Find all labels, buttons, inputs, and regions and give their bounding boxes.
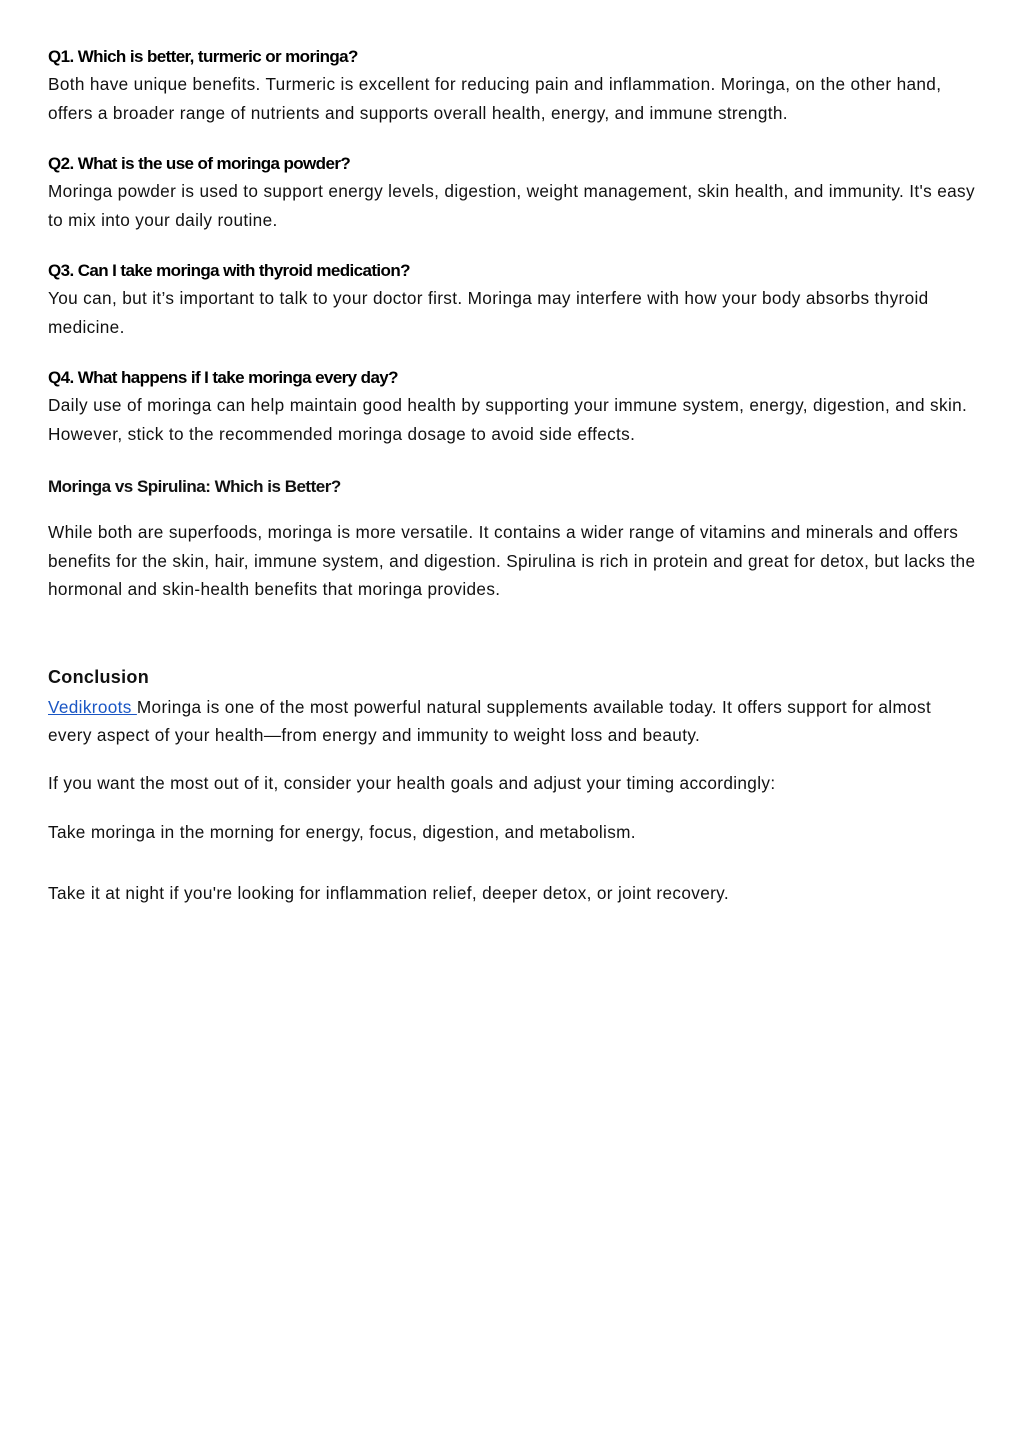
faq-answer: Both have unique benefits. Turmeric is excellent for reducing pain and inflammation. Moringa, on the other hand, offers a broader range of nutrients and supports overall health, energy, and immune strength.	[48, 74, 942, 123]
document-page	[48, 44, 978, 907]
faq-answer: Daily use of moringa can help maintain good health by supporting your immune system, energy, digestion, and skin. However, stick to the recommended moringa dosage to avoid side effects.	[48, 395, 968, 444]
comparison-text: While both are superfoods, moringa is more versatile. It contains a wider range of vitamins and minerals and offers benefits for the skin, hair, immune system, and digestion. Spirulina is rich in protein and great for detox, but lacks the hormonal and skin-health benefits that moringa provides.	[48, 522, 976, 599]
vedikroots-link[interactable]: Vedikroots	[48, 696, 137, 717]
conclusion-morning: Take moringa in the morning for energy, focus, digestion, and metabolism.	[48, 822, 636, 842]
faq-q2	[48, 151, 978, 234]
faq-answer: You can, but it’s important to talk to your doctor first. Moringa may interfere with how your body absorbs thyroid medicine.	[48, 288, 929, 337]
faq-question: Q1. Which is better, turmeric or moringa?	[48, 47, 358, 66]
faq-answer: Moringa powder is used to support energy levels, digestion, weight management, skin health, and immunity. It's easy to mix into your daily routine.	[48, 181, 975, 230]
faq-question: Q3. Can I take moringa with thyroid medication?	[48, 261, 410, 280]
faq-question: Q4. What happens if I take moringa every day?	[48, 368, 398, 387]
conclusion-intro-text: Moringa is one of the most powerful natural supplements available today. It offers support for almost every aspect of your health—from energy and immunity to weight loss and beauty.	[48, 696, 932, 745]
conclusion-intro	[48, 693, 978, 750]
comparison-section	[48, 474, 978, 604]
conclusion-goals: If you want the most out of it, consider your health goals and adjust your timing accordingly:	[48, 772, 776, 793]
faq-q3	[48, 258, 978, 341]
faq-q1	[48, 44, 978, 127]
faq-question: Q2. What is the use of moringa powder?	[48, 154, 351, 173]
conclusion-section	[48, 664, 978, 908]
comparison-heading: Moringa vs Spirulina: Which is Better?	[48, 477, 341, 496]
conclusion-heading: Conclusion	[48, 666, 149, 687]
conclusion-night: Take it at night if you're looking for inflammation relief, deeper detox, or joint recovery.	[48, 882, 729, 903]
faq-q4	[48, 365, 978, 448]
